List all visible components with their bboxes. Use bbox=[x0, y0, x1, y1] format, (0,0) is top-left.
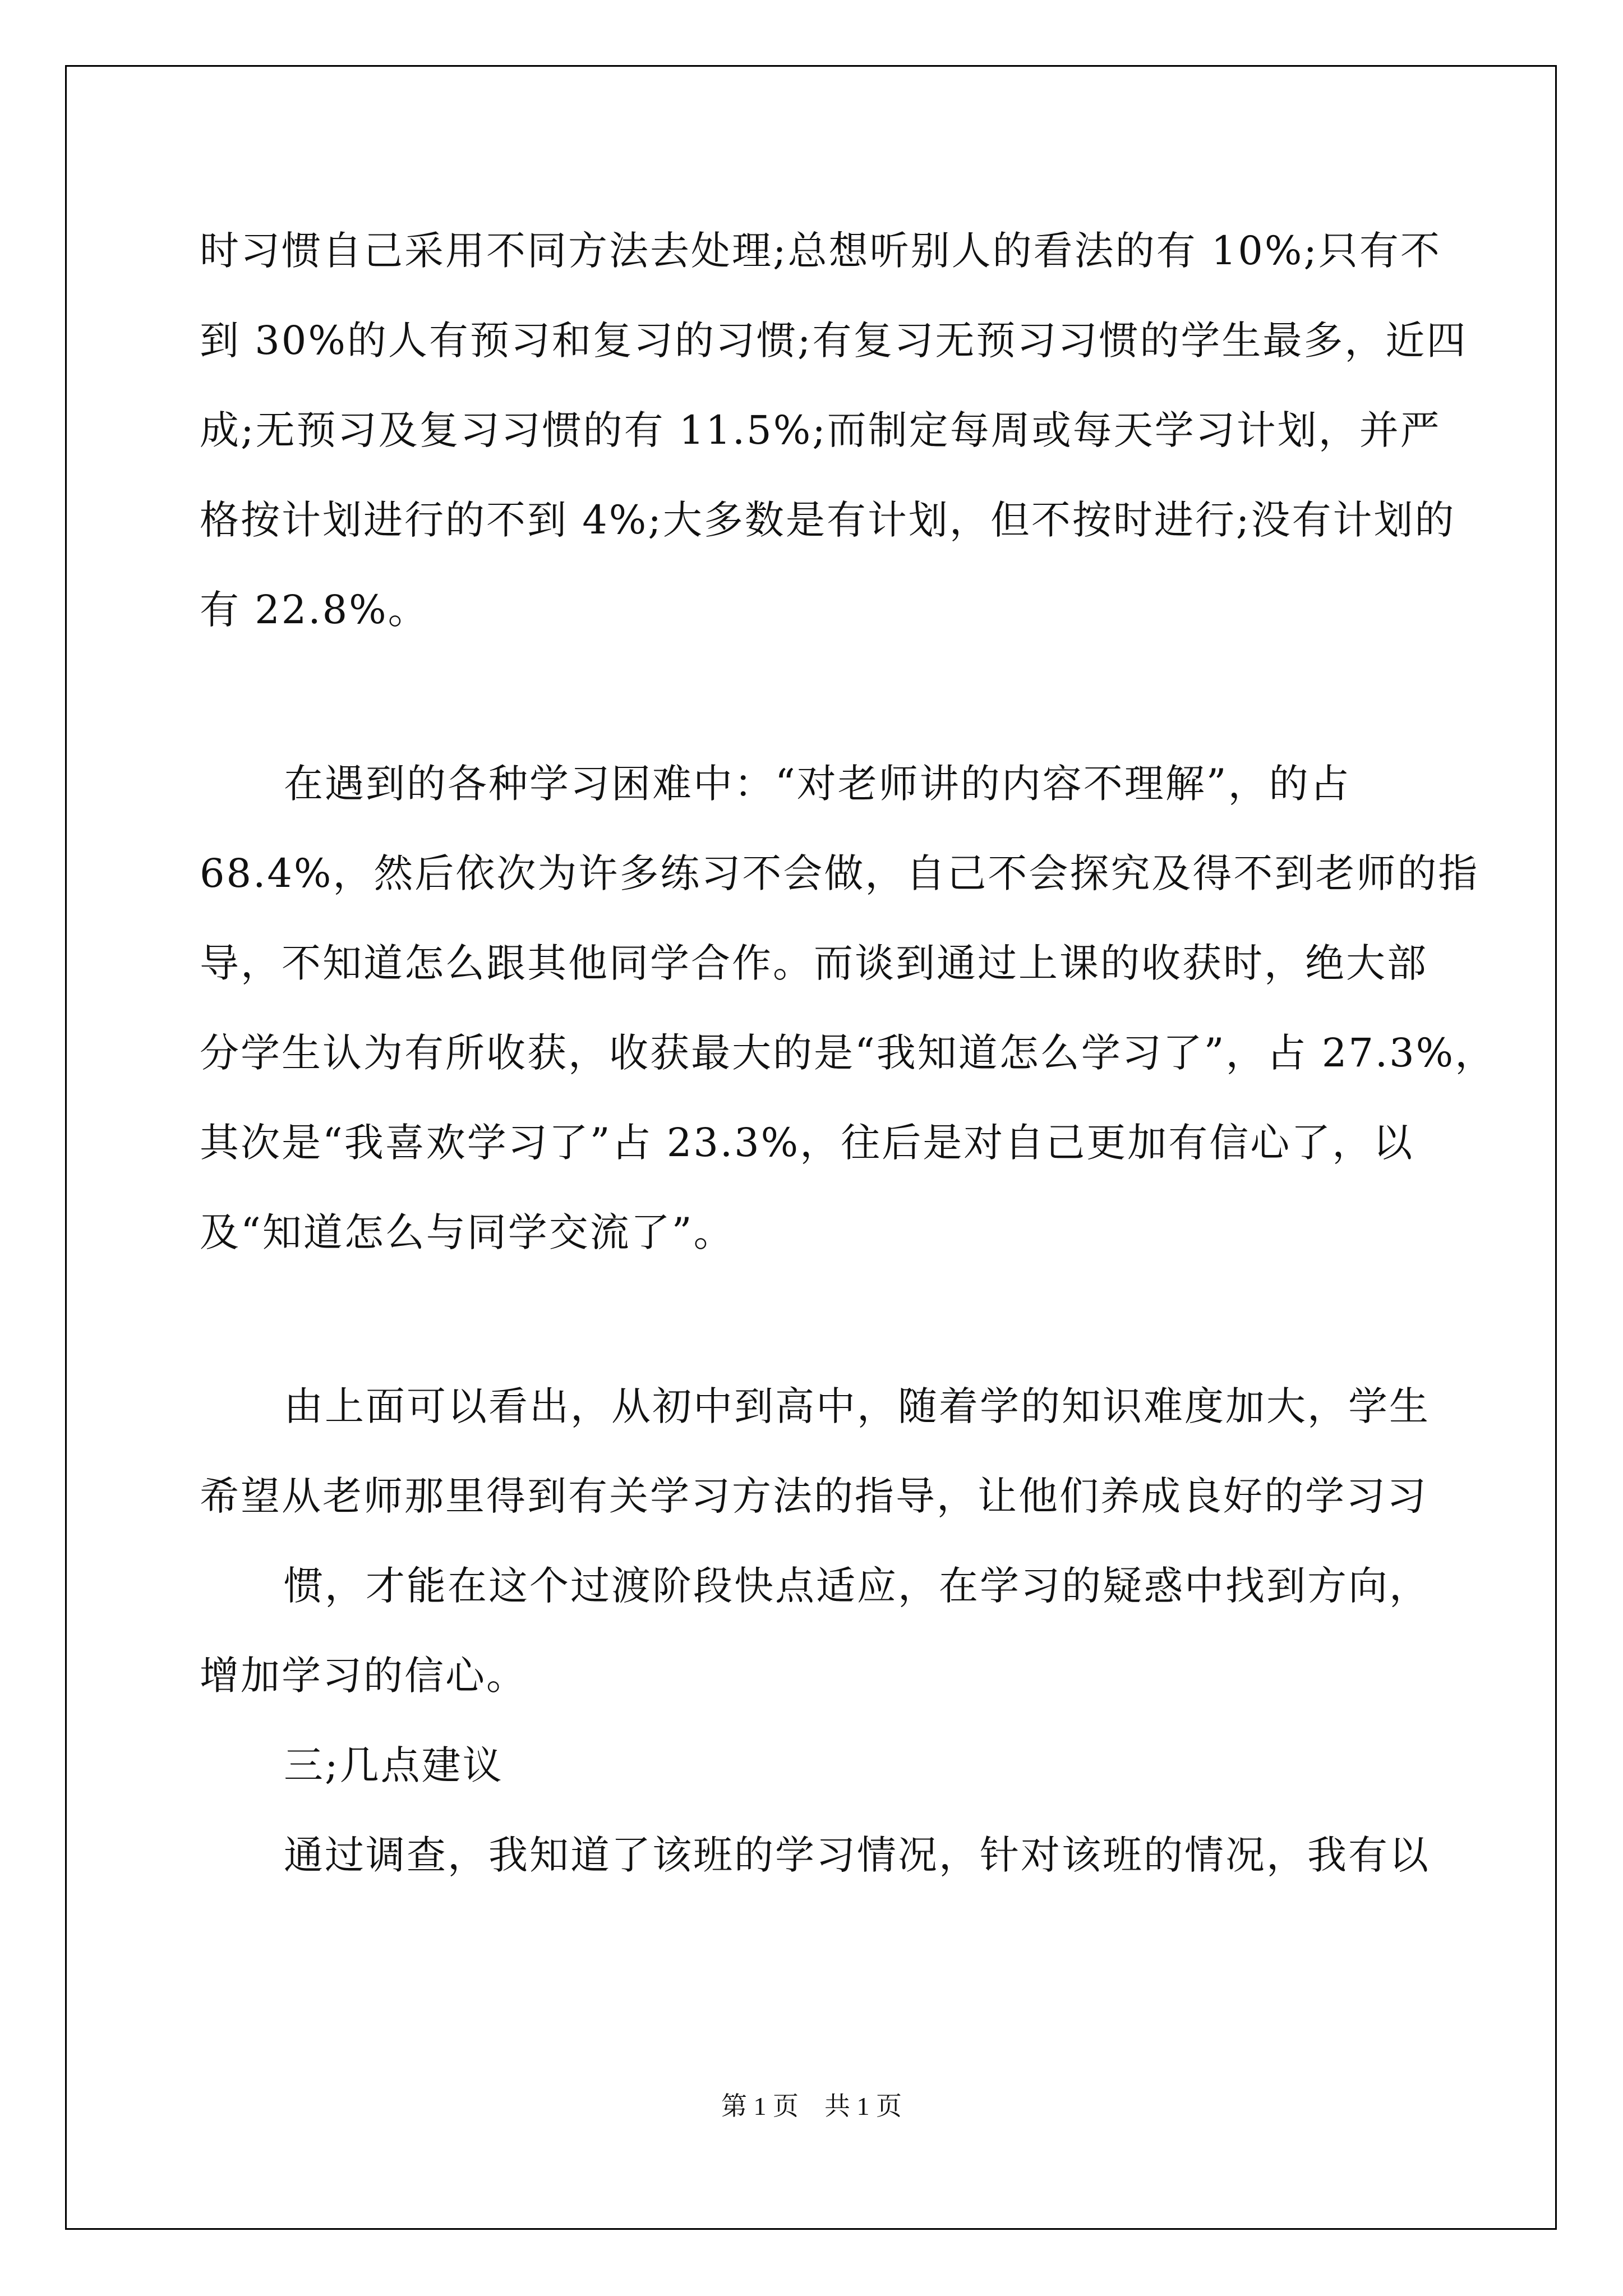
text-line: 分学生认为有所收获，收获最大的是“我知道怎么学习了”，占 27.3%， bbox=[200, 1030, 1496, 1076]
text-line: 希望从老师那里得到有关学习方法的指导，让他们养成良好的学习习 bbox=[200, 1473, 1428, 1519]
page-footer: 第 1 页 共 1 页 bbox=[721, 2092, 902, 2120]
text-line: 增加学习的信心。 bbox=[200, 1653, 527, 1699]
text-line: 到 30%的人有预习和复习的习惯;有复习无预习习惯的学生最多，近四 bbox=[200, 318, 1468, 364]
text-line: 在遇到的各种学习困难中：“对老师讲的内容不理解”，的占 bbox=[284, 761, 1351, 807]
text-line: 成;无预习及复习习惯的有 11.5%;而制定每周或每天学习计划，并严 bbox=[200, 407, 1441, 453]
text-line: 有 22.8%。 bbox=[200, 587, 429, 633]
text-line: 导，不知道怎么跟其他同学合作。而谈到通过上课的收获时，绝大部 bbox=[200, 940, 1428, 986]
text-line: 通过调查，我知道了该班的学习情况，针对该班的情况，我有以 bbox=[284, 1832, 1430, 1878]
text-line: 惯，才能在这个过渡阶段快点适应，在学习的疑惑中找到方向， bbox=[284, 1563, 1430, 1609]
text-line: 其次是“我喜欢学习了”占 23.3%，往后是对自己更加有信心了，以 bbox=[200, 1120, 1414, 1166]
text-line: 由上面可以看出，从初中到高中，随着学的知识难度加大，学生 bbox=[284, 1383, 1430, 1429]
text-line: 格按计划进行的不到 4%;大多数是有计划，但不按时进行;没有计划的 bbox=[200, 497, 1456, 543]
text-line: 及“知道怎么与同学交流了”。 bbox=[200, 1209, 735, 1255]
text-line: 时习惯自己采用不同方法去处理;总想听别人的看法的有 10%;只有不 bbox=[200, 228, 1442, 274]
section-heading: 三;几点建议 bbox=[284, 1742, 504, 1788]
text-line: 68.4%，然后依次为许多练习不会做，自己不会探究及得不到老师的指 bbox=[200, 850, 1479, 896]
